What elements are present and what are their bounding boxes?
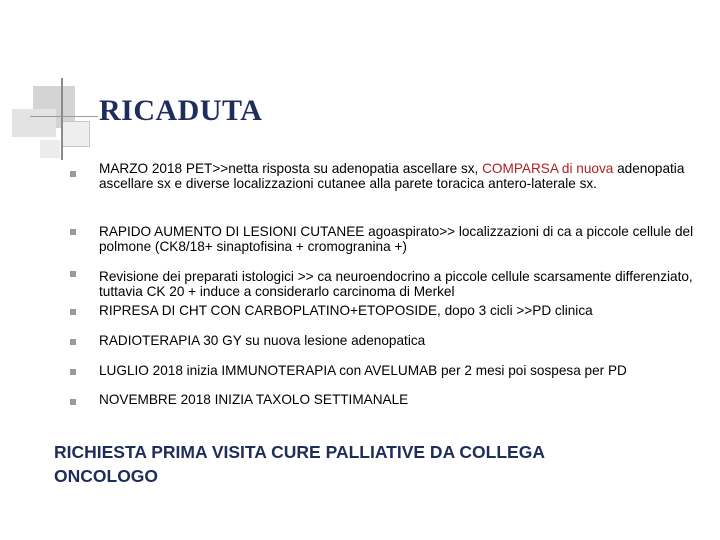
bullet-text: Revisione dei preparati istologici >> ca neuroendocrino a piccole cellule scarsamente differenziato, tuttavia CK 20 + induce a considerarlo carcinoma di Merkel: [99, 269, 693, 299]
bullet-marker: [70, 399, 76, 405]
decor-horizontal-line: [30, 116, 98, 117]
bullet-text-part: MARZO 2018 PET>>netta risposta su adenopatia ascellare sx,: [99, 161, 483, 176]
decor-vertical-line: [61, 78, 63, 160]
bullet-text: [99, 161, 707, 191]
decor-square: [62, 121, 90, 147]
bullet-marker: [70, 229, 76, 235]
slide-title: RICADUTA: [99, 94, 263, 127]
bullet-text: LUGLIO 2018 inizia IMMUNOTERAPIA con AVELUMAB per 2 mesi poi sospesa per PD: [99, 363, 627, 378]
bullet-text: RIPRESA DI CHT CON CARBOPLATINO+ETOPOSIDE, dopo 3 cicli >>PD clinica: [99, 303, 593, 318]
bullet-text: RADIOTERAPIA 30 GY su nuova lesione adenopatica: [99, 333, 426, 348]
bullet-marker: [70, 271, 76, 277]
bullet-marker: [70, 369, 76, 375]
footer-note: [54, 440, 545, 488]
bullet-text: NOVEMBRE 2018 INIZIA TAXOLO SETTIMANALE: [99, 392, 409, 407]
footer-line: ONCOLOGO: [54, 466, 159, 486]
bullet-text-highlight: COMPARSA di nuova: [482, 161, 614, 176]
bullet-marker: [70, 309, 76, 315]
decor-square: [12, 109, 56, 137]
bullet-marker: [70, 171, 76, 177]
decor-square: [40, 140, 60, 158]
bullet-marker: [70, 339, 76, 345]
bullet-text-part: adenopatia ascellare sx e diverse localizzazioni cutanee alla parete toracica antero-laterale sx.: [99, 161, 685, 191]
bullet-text: RAPIDO AUMENTO DI LESIONI CUTANEE agoaspirato>> localizzazioni di ca a piccole cellule del polmone (CK8/18+ sinaptofisina + cromogranina +): [99, 224, 694, 254]
footer-line: RICHIESTA PRIMA VISITA CURE PALLIATIVE DA COLLEGA: [54, 442, 545, 462]
